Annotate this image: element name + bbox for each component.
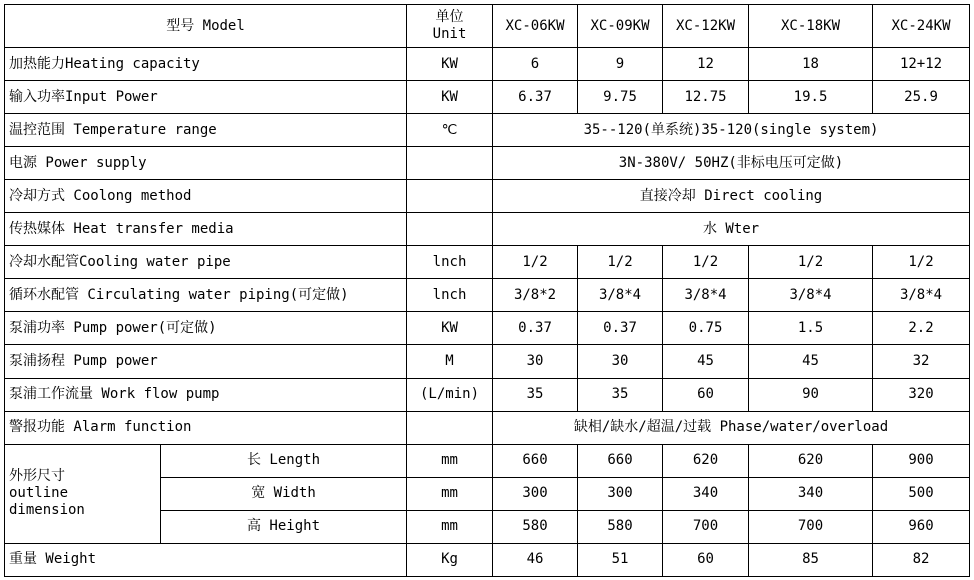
row-label: 冷却水配管Cooling water pipe [5, 246, 407, 279]
model-name: XC-24KW [873, 5, 970, 48]
table-row [5, 378, 970, 411]
row-unit [407, 147, 493, 180]
row-label: 泵浦工作流量 Work flow pump [5, 378, 407, 411]
value-cell: 660 [493, 444, 578, 477]
dimension-label: 高 Height [161, 510, 407, 543]
value-cell: 1/2 [493, 246, 578, 279]
value-cell: 580 [493, 510, 578, 543]
value-cell: 12.75 [663, 81, 749, 114]
table-row [5, 246, 970, 279]
row-unit: KW [407, 48, 493, 81]
value-cell: 6 [493, 48, 578, 81]
table-row [5, 345, 970, 378]
dimension-group-line: 外形尺寸 [9, 468, 65, 485]
value-cell: 25.9 [873, 81, 970, 114]
value-cell: 45 [663, 345, 749, 378]
value-cell: 3/8*4 [873, 279, 970, 312]
value-cell: 35 [493, 378, 578, 411]
value-cell: 0.37 [493, 312, 578, 345]
value-cell: 0.37 [578, 312, 663, 345]
value-cell: 3/8*4 [749, 279, 873, 312]
model-name: XC-09KW [578, 5, 663, 48]
value-cell: 60 [663, 543, 749, 576]
value-cell: 500 [873, 477, 970, 510]
dimension-label: 长 Length [161, 444, 407, 477]
row-unit [407, 180, 493, 213]
value-cell: 700 [749, 510, 873, 543]
value-cell: 1/2 [873, 246, 970, 279]
value-cell: 320 [873, 378, 970, 411]
row-label: 重量 Weight [5, 543, 407, 576]
table-row [5, 81, 970, 114]
value-cell: 340 [663, 477, 749, 510]
value-cell: 60 [663, 378, 749, 411]
value-cell: 1.5 [749, 312, 873, 345]
value-cell: 1/2 [663, 246, 749, 279]
table-row [5, 114, 970, 147]
row-label: 冷却方式 Coolong method [5, 180, 407, 213]
row-unit [407, 411, 493, 444]
model-name: XC-18KW [749, 5, 873, 48]
table-row [5, 279, 970, 312]
row-unit: KW [407, 81, 493, 114]
value-cell: 3/8*4 [578, 279, 663, 312]
value-cell: 2.2 [873, 312, 970, 345]
value-cell: 660 [578, 444, 663, 477]
value-cell: 35 [578, 378, 663, 411]
dimension-label: 宽 Width [161, 477, 407, 510]
dimension-group-line: outline [9, 485, 69, 502]
unit-header [407, 5, 493, 48]
value-cell: 300 [578, 477, 663, 510]
row-unit: Kg [407, 543, 493, 576]
value-cell: 1/2 [749, 246, 873, 279]
table-row [5, 411, 970, 444]
value-cell: 51 [578, 543, 663, 576]
value-cell: 0.75 [663, 312, 749, 345]
row-label: 泵浦扬程 Pump power [5, 345, 407, 378]
model-name: XC-12KW [663, 5, 749, 48]
value-cell: 12+12 [873, 48, 970, 81]
row-label: 传热媒体 Heat transfer media [5, 213, 407, 246]
row-unit: lnch [407, 279, 493, 312]
table-row [5, 213, 970, 246]
row-unit: mm [407, 510, 493, 543]
value-cell: 300 [493, 477, 578, 510]
row-unit: mm [407, 477, 493, 510]
value-cell: 340 [749, 477, 873, 510]
dimension-group-line: dimension [9, 502, 85, 519]
row-unit: ℃ [407, 114, 493, 147]
row-label: 输入功率Input Power [5, 81, 407, 114]
row-unit: KW [407, 312, 493, 345]
value-cell: 9 [578, 48, 663, 81]
value-cell: 960 [873, 510, 970, 543]
value-cell: 45 [749, 345, 873, 378]
row-unit: M [407, 345, 493, 378]
value-cell: 85 [749, 543, 873, 576]
value-cell: 18 [749, 48, 873, 81]
row-label: 循环水配管 Circulating water piping(可定做) [5, 279, 407, 312]
table-row [5, 147, 970, 180]
value-cell: 30 [578, 345, 663, 378]
value-cell: 580 [578, 510, 663, 543]
dimension-group-label [5, 444, 161, 543]
row-label: 加热能力Heating capacity [5, 48, 407, 81]
value-cell: 9.75 [578, 81, 663, 114]
unit-header-en: Unit [432, 26, 467, 43]
header-row [5, 5, 970, 48]
weight-row [5, 543, 970, 576]
table-row [5, 180, 970, 213]
value-cell: 19.5 [749, 81, 873, 114]
merged-value: 水 Wter [493, 213, 970, 246]
unit-header-cn: 单位 [435, 9, 464, 26]
merged-value: 35--120(单系统)35-120(single system) [493, 114, 970, 147]
row-unit: lnch [407, 246, 493, 279]
row-unit [407, 213, 493, 246]
table-row [5, 48, 970, 81]
value-cell: 82 [873, 543, 970, 576]
merged-value: 直接冷却 Direct cooling [493, 180, 970, 213]
row-unit: mm [407, 444, 493, 477]
merged-value: 缺相/缺水/超温/过载 Phase/water/overload [493, 411, 970, 444]
row-unit: (L/min) [407, 378, 493, 411]
dimension-row [5, 444, 970, 477]
value-cell: 700 [663, 510, 749, 543]
spec-table [4, 4, 970, 577]
value-cell: 900 [873, 444, 970, 477]
model-header: 型号 Model [5, 5, 407, 48]
value-cell: 620 [749, 444, 873, 477]
value-cell: 12 [663, 48, 749, 81]
row-label: 电源 Power supply [5, 147, 407, 180]
row-label: 泵浦功率 Pump power(可定做) [5, 312, 407, 345]
value-cell: 1/2 [578, 246, 663, 279]
value-cell: 30 [493, 345, 578, 378]
value-cell: 6.37 [493, 81, 578, 114]
row-label: 温控范围 Temperature range [5, 114, 407, 147]
value-cell: 3/8*2 [493, 279, 578, 312]
value-cell: 3/8*4 [663, 279, 749, 312]
value-cell: 46 [493, 543, 578, 576]
model-name: XC-06KW [493, 5, 578, 48]
value-cell: 32 [873, 345, 970, 378]
row-label: 警报功能 Alarm function [5, 411, 407, 444]
table-row [5, 312, 970, 345]
merged-value: 3N-380V/ 50HZ(非标电压可定做) [493, 147, 970, 180]
value-cell: 90 [749, 378, 873, 411]
value-cell: 620 [663, 444, 749, 477]
